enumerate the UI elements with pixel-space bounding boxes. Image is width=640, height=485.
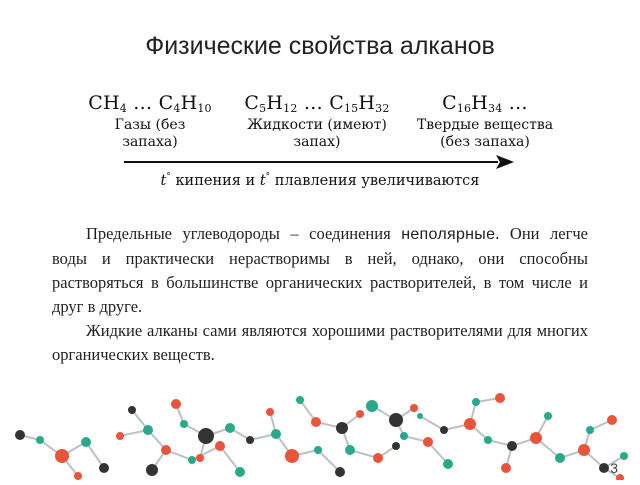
- formula-solids: $C_{16}H_{34}$ …: [442, 92, 528, 115]
- series-liquids: [232, 92, 402, 151]
- trend-arrow: [120, 150, 520, 170]
- paragraph-2: Жидкие алканы сами являются хорошими растворителями для многих органических веществ.: [52, 321, 588, 364]
- molecule-decoration: [0, 380, 640, 480]
- keyword-nonpolar: неполярные: [401, 226, 496, 243]
- series-solids: [410, 92, 560, 151]
- paragraph-1: Предельные углеводороды – соединения неполярные. Они легче воды и практически нерастворимы в ней, однако, они способны растворяться в большинстве органических растворителей, в том числе и друг в друге.: [52, 224, 588, 316]
- formula-gases: $CH_4$ … $C_4H_{10}$: [88, 92, 212, 115]
- page-number: 3: [610, 460, 618, 476]
- series-gases: [80, 92, 220, 151]
- desc-solids: Твердые вещества (без запаха): [416, 117, 554, 150]
- desc-liquids: Жидкости (имеют) запах): [247, 117, 387, 150]
- body-text: [52, 222, 588, 367]
- formula-liquids: $C_5H_{12}$ … $C_{15}H_{32}$: [244, 92, 390, 115]
- trend-text: t° кипения и t° плавления увеличиваются: [160, 172, 480, 189]
- slide-title: Физические свойства алканов: [145, 32, 495, 60]
- desc-gases: Газы (без запаха): [114, 117, 186, 150]
